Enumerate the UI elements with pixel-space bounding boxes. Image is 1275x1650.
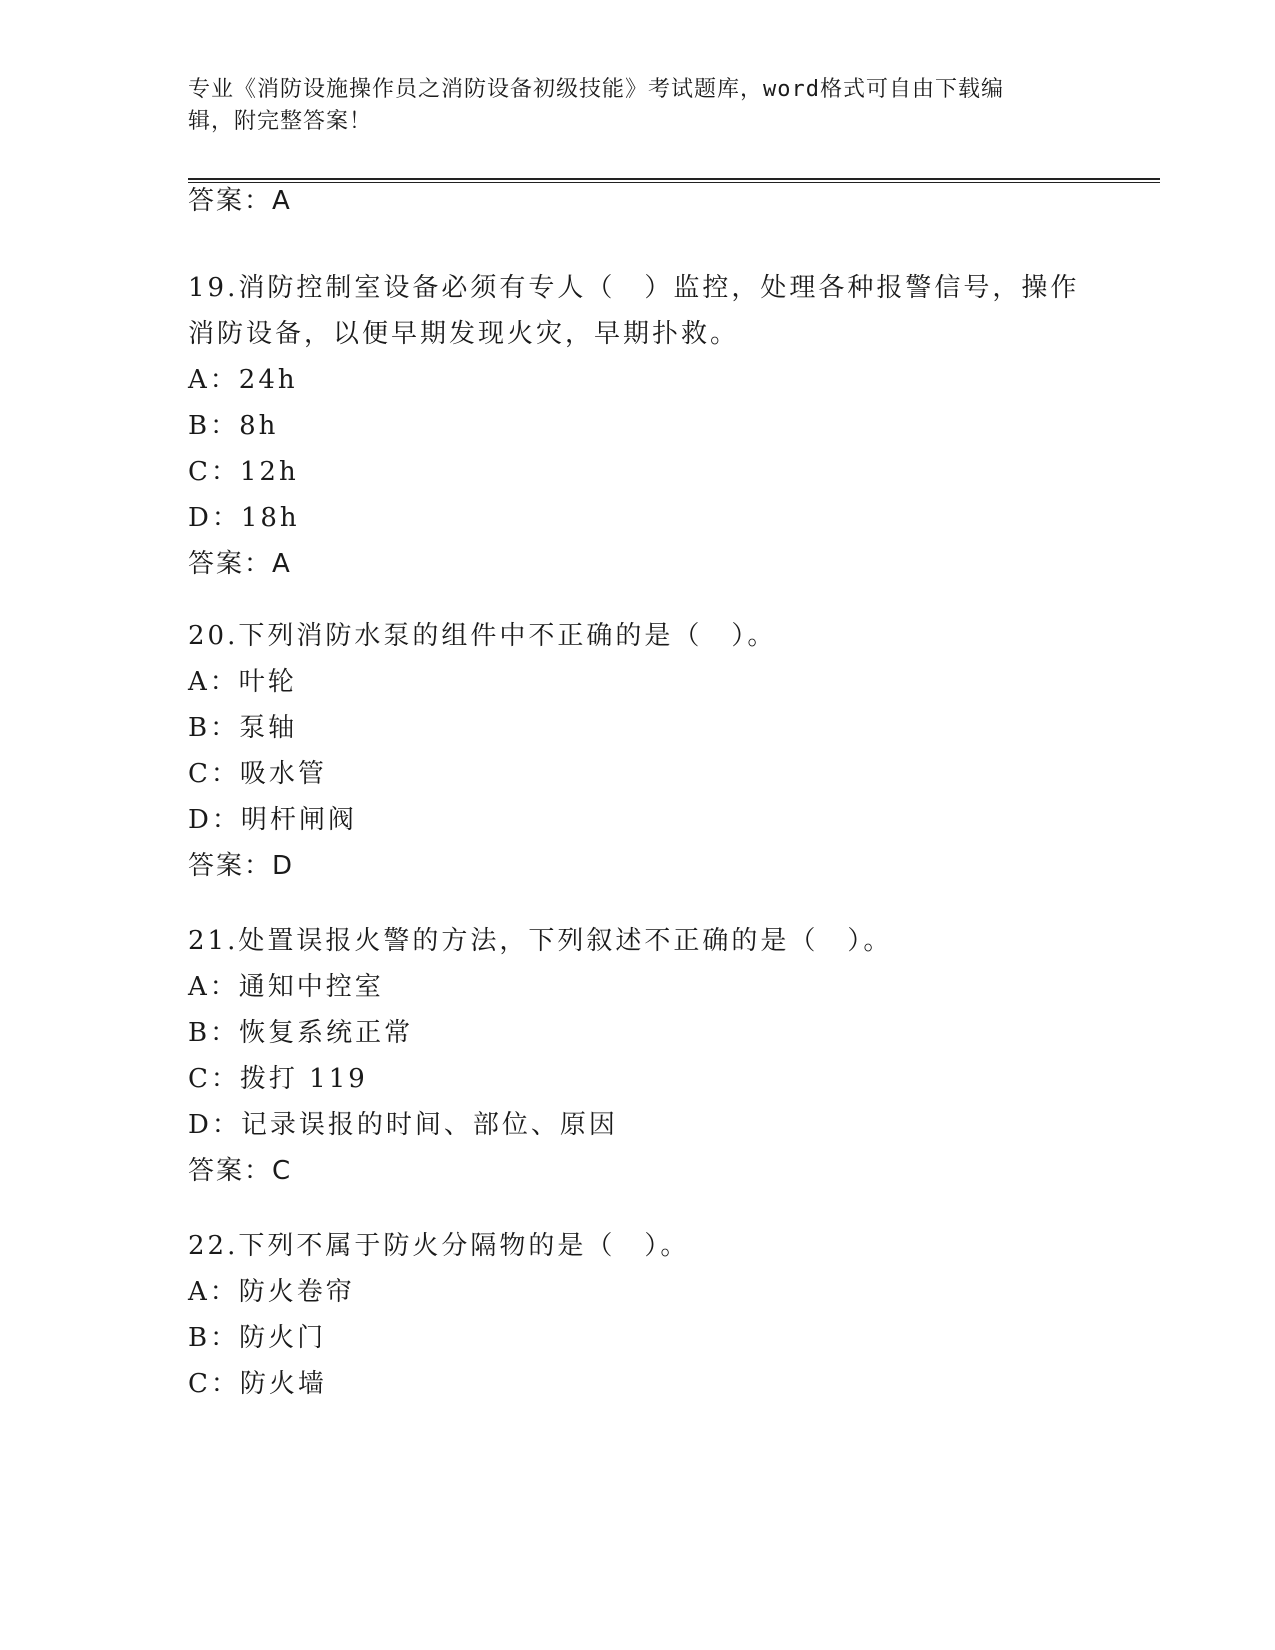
question-stem: 22.下列不属于防火分隔物的是（ ）。 <box>188 1231 690 1261</box>
question-stem: 消防设备，以便早期发现火灾，早期扑救。 <box>188 319 740 349</box>
option-d: D：记录误报的时间、部位、原因 <box>188 1110 618 1140</box>
option-a: A：叶轮 <box>188 667 297 697</box>
option-c: C：拨打 119 <box>188 1064 368 1094</box>
option-c: C：防火墙 <box>188 1369 327 1399</box>
question-20 <box>188 613 1108 889</box>
previous-answer-block <box>188 178 1108 224</box>
question-stem: 20.下列消防水泵的组件中不正确的是（ ）。 <box>188 621 777 651</box>
answer-line: 答案：D <box>188 851 295 881</box>
option-c: C：12h <box>188 457 299 487</box>
option-b: B：恢复系统正常 <box>188 1018 414 1048</box>
question-19 <box>188 265 1108 587</box>
question-21 <box>188 918 1108 1194</box>
question-stem: 19.消防控制室设备必须有专人（ ）监控，处理各种报警信号，操作 <box>188 273 1080 303</box>
option-a: A：通知中控室 <box>188 972 384 1002</box>
header-line-2: 辑，附完整答案！ <box>188 109 373 134</box>
option-b: B：泵轴 <box>188 713 298 743</box>
answer-line: 答案：A <box>188 186 292 216</box>
answer-line: 答案：A <box>188 549 292 579</box>
header-line-1: 专业《消防设施操作员之消防设备初级技能》考试题库，word格式可自由下载编 <box>188 77 1004 102</box>
option-b: B：8h <box>188 411 279 441</box>
answer-line: 答案：C <box>188 1156 293 1186</box>
option-d: D：明杆闸阀 <box>188 805 357 835</box>
option-d: D：18h <box>188 503 300 533</box>
option-b: B：防火门 <box>188 1323 327 1353</box>
question-22 <box>188 1223 1108 1407</box>
option-a: A：24h <box>188 365 298 395</box>
question-stem: 21.处置误报火警的方法，下列叙述不正确的是（ ）。 <box>188 926 893 956</box>
document-header <box>188 74 1088 138</box>
option-c: C：吸水管 <box>188 759 327 789</box>
option-a: A：防火卷帘 <box>188 1277 355 1307</box>
